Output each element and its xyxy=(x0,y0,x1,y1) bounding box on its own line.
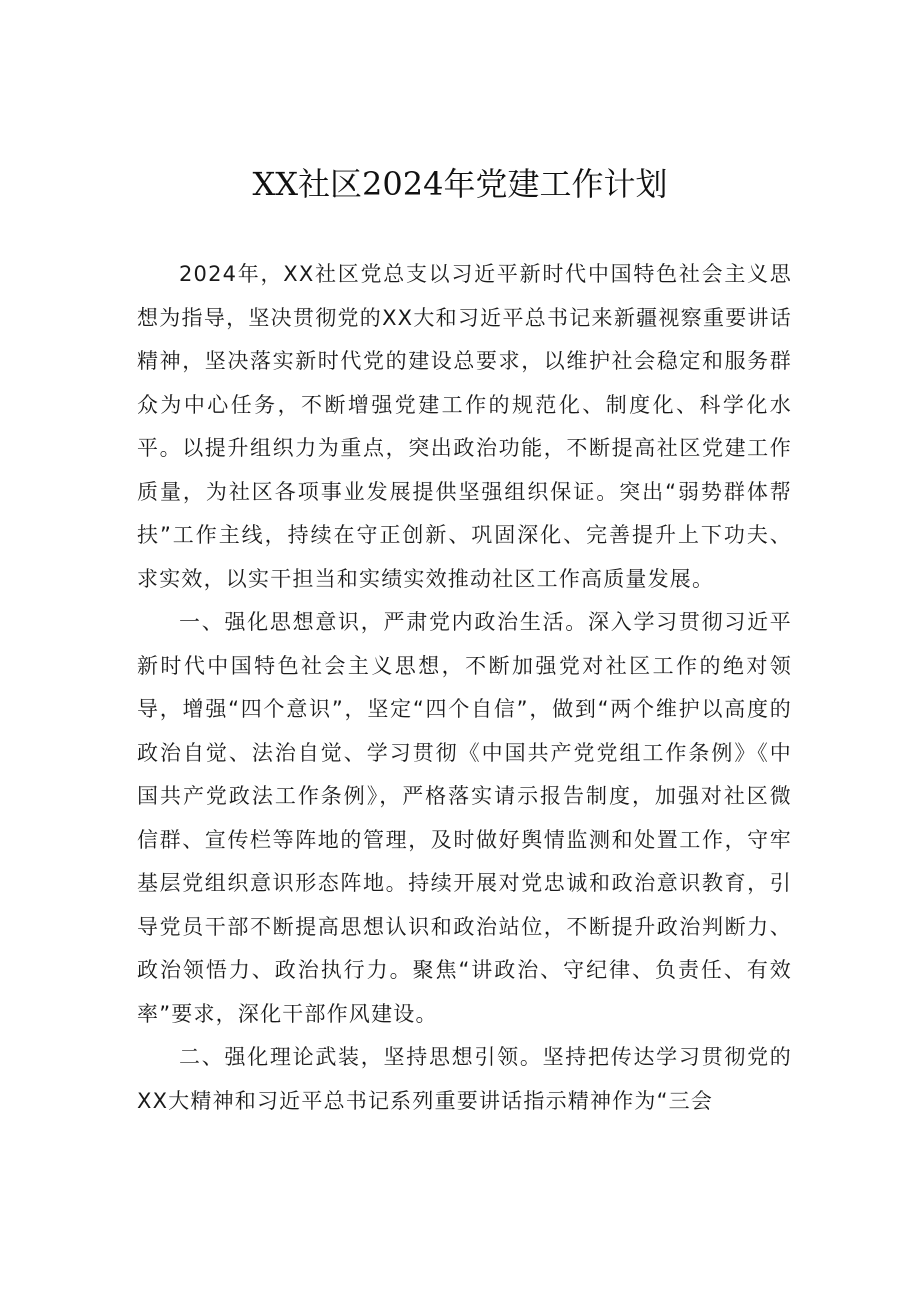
paragraph-section-2: 二、强化理论武装，坚持思想引领。坚持把传达学习贯彻党的XX大精神和习近平总书记系列重要讲话指示精神作为“三会 xyxy=(137,1045,792,1113)
paragraph-section-1: 一、强化思想意识，严肃党内政治生活。深入学习贯彻习近平新时代中国特色社会主义思想，不断加强党对社区工作的绝对领导，增强“四个意识”，坚定“四个自信”，做到“两个维护以高度的政治自觉、法治自觉、学习贯彻《中国共产党党组工作条例》《中国共产党政法工作条例》，严格落实请示报告制度，加强对社区微信群、宣传栏等阵地的管理，及时做好舆情监测和处置工作，守牢基层党组织意识形态阵地。持续开展对党忠诚和政治意识教育，引导党员干部不断提高思想认识和政治站位，不断提升政治判断力、政治领悟力、政治执行力。聚焦“讲政治、守纪律、负责任、有效率”要求，深化干部作风建设。 xyxy=(137,610,792,1026)
paragraph-intro: 2024年，XX社区党总支以习近平新时代中国特色社会主义思想为指导，坚决贯彻党的XX大和习近平总书记来新疆视察重要讲话精神，坚决落实新时代党的建设总要求，以维护社会稳定和服务群众为中心任务，不断增强党建工作的规范化、制度化、科学化水平。以提升组织力为重点，突出政治功能，不断提高社区党建工作质量，为社区各项事业发展提供坚强组织保证。突出“弱势群体帮扶”工作主线，持续在守正创新、巩固深化、完善提升上下功夫、求实效，以实干担当和实绩实效推动社区工作高质量发展。 xyxy=(137,262,792,591)
document-title: XX社区2024年党建工作计划 xyxy=(252,165,668,203)
document-body xyxy=(137,253,792,1123)
